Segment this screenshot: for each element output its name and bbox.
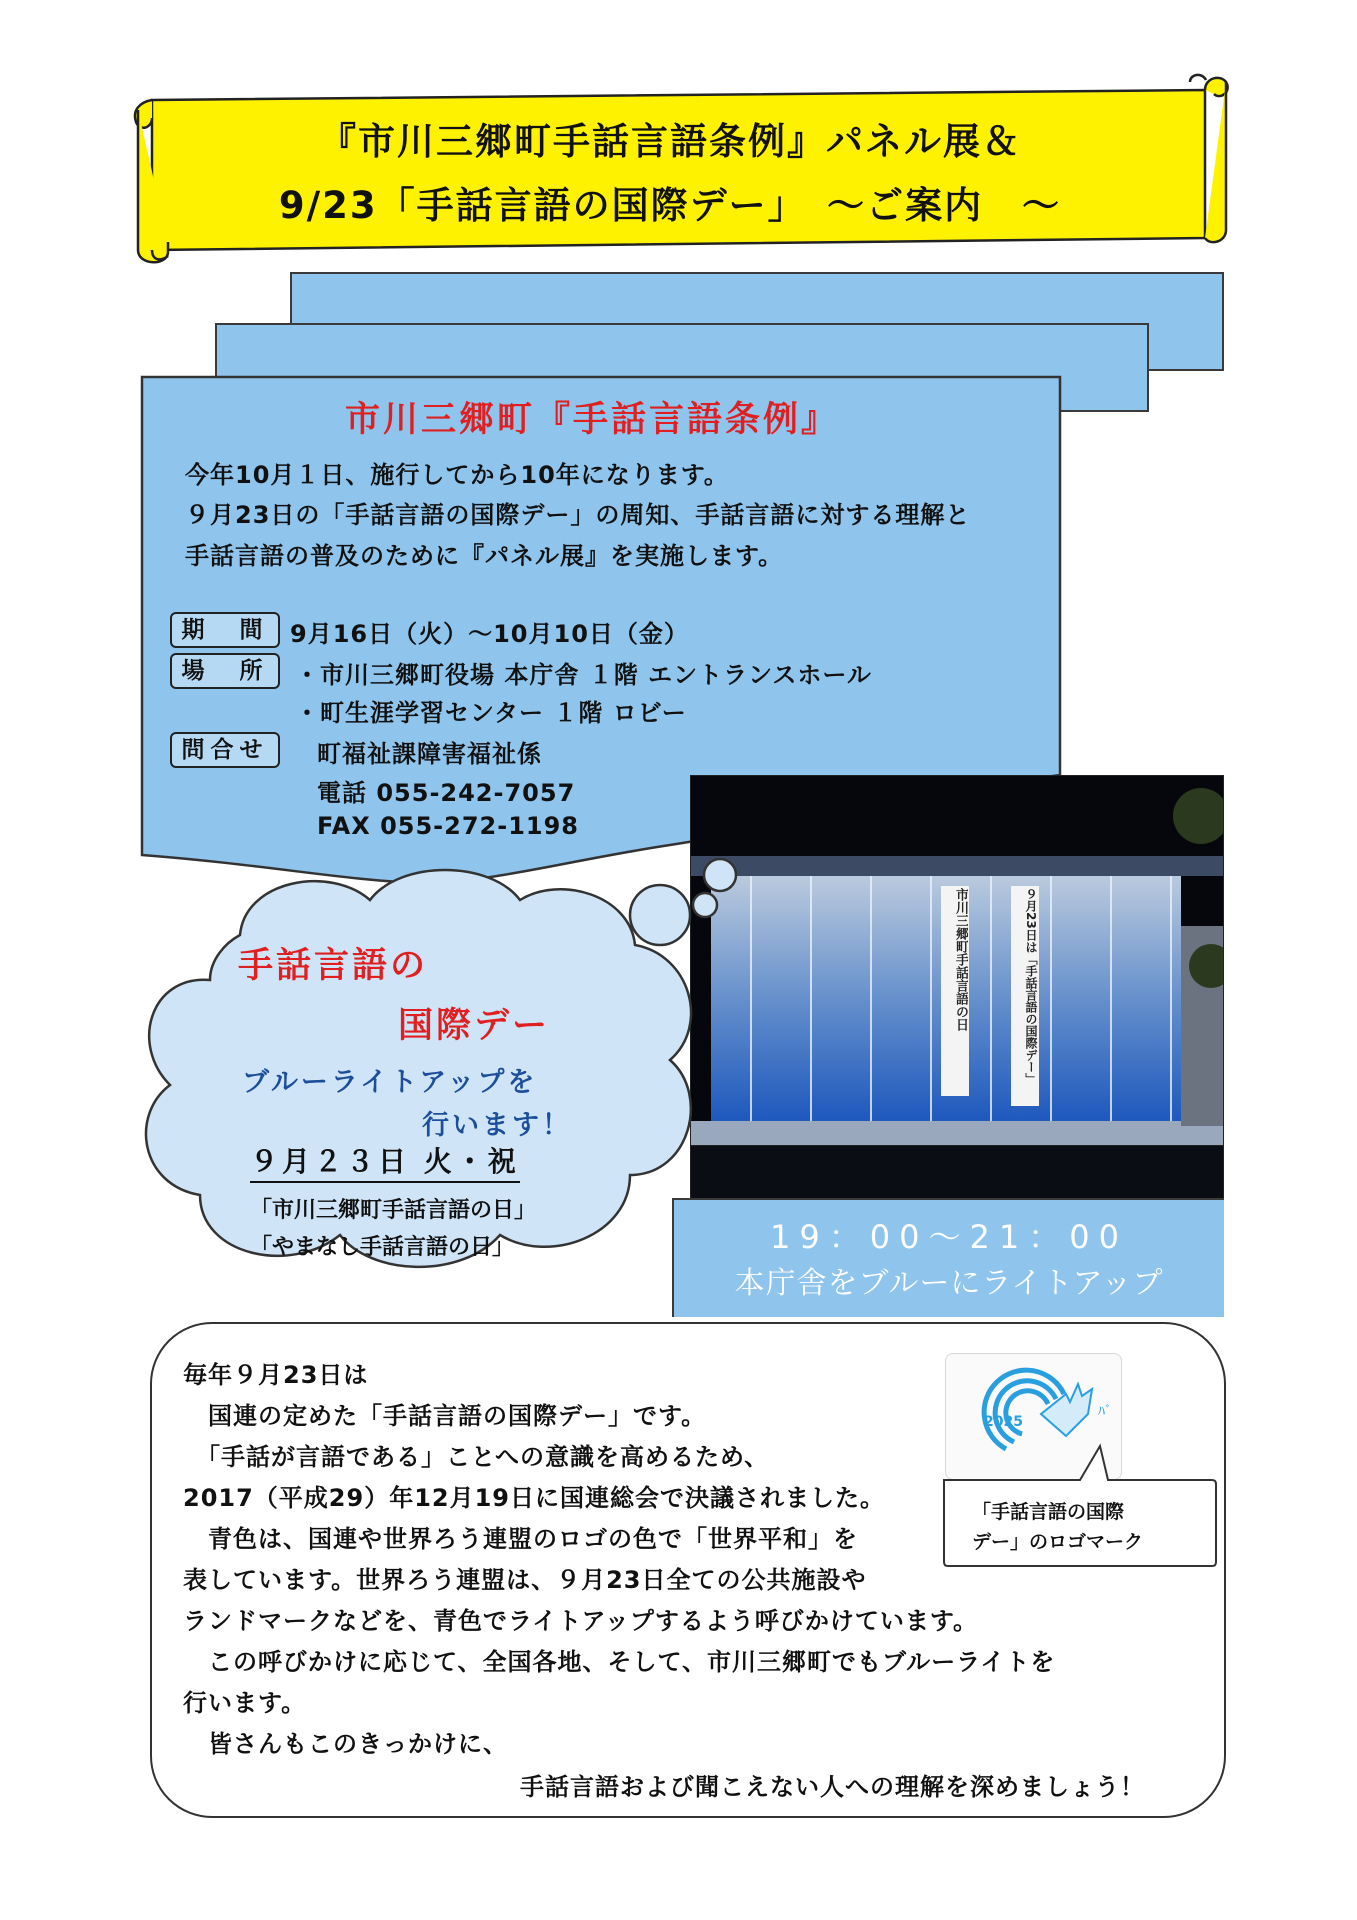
cloud-day-1: 「市川三郷町手話言語の日」	[250, 1198, 537, 1223]
period-label: 期 間	[170, 612, 280, 648]
info-line-8: この呼びかけに応じて、全国各地、そして、市川三郷町でもブルーライトを	[183, 1648, 1056, 1676]
photo-banner-left: 市川三郷町手話言語の日	[953, 888, 968, 1031]
lightup-description: 本庁舎をブルーにライトアップ	[734, 1266, 1164, 1301]
info-line-1: 毎年９月23日は	[183, 1361, 369, 1389]
banner-title-line2: 9/23「手話言語の国際デー」 ～ご案内 ～	[278, 184, 1062, 227]
logo-caption-line2: デー」のロゴマーク	[972, 1531, 1144, 1553]
contact-line-3: FAX 055-272-1198	[317, 812, 579, 840]
photo-banner-right: ９月23日は「手話言語の国際デー」	[1024, 888, 1038, 1085]
info-line-6: 表しています。世界ろう連盟は、９月23日全ての公共施設や	[183, 1566, 867, 1594]
svg-text:ﾊﾞ: ﾊﾞ	[1098, 1404, 1112, 1420]
building-lightup-photo	[690, 775, 1224, 1202]
intro-line-1: 今年10月１日、施行してから10年になります。	[185, 461, 729, 489]
info-line-4: 2017（平成29）年12月19日に国連総会で決議されました。	[183, 1484, 885, 1512]
cloud-title-line2: 国際デー	[398, 1006, 551, 1046]
place-label: 場 所	[170, 653, 280, 689]
contact-line-2: 電話 055-242-7057	[317, 779, 576, 807]
place-line-2: ・町生涯学習センター １階 ロビー	[295, 699, 687, 727]
info-line-3: 「手話が言語である」ことへの意識を高めるため、	[183, 1443, 770, 1471]
info-line-5: 青色は、国連や世界ろう連盟のロゴの色で「世界平和」を	[183, 1525, 858, 1553]
info-line-7: ランドマークなどを、青色でライトアップするよう呼びかけています。	[183, 1607, 978, 1635]
place-line-1: ・市川三郷町役場 本庁舎 １階 エントランスホール	[295, 661, 872, 689]
intro-line-3: 手話言語の普及のために『パネル展』を実施します。	[185, 542, 784, 570]
lightup-time-box	[672, 1198, 1224, 1317]
info-line-2: 国連の定めた「手話言語の国際デー」です。	[183, 1402, 707, 1430]
cloud-sub-line1: ブルーライトアップを	[242, 1067, 538, 1098]
info-line-9: 行います。	[183, 1689, 307, 1717]
period-value: 9月16日（火）～10月10日（金）	[290, 620, 689, 648]
contact-line-1: 町福祉課障害福祉係	[317, 740, 542, 768]
logo-caption-line1: 「手話言語の国際	[972, 1501, 1125, 1523]
panel-title: 市川三郷町『手話言語条例』	[345, 400, 840, 440]
logo-year: 2025	[984, 1414, 1023, 1430]
cloud-sub-line2: 行います！	[422, 1110, 572, 1141]
intro-line-2: ９月23日の「手話言語の国際デー」の周知、手話言語に対する理解と	[185, 501, 971, 529]
contact-label: 問合せ	[170, 732, 280, 768]
info-line-10: 皆さんもこのきっかけに、	[183, 1730, 508, 1758]
cloud-date: ９月２３日 火・祝	[250, 1140, 520, 1183]
lightup-time: 19：00～21：00	[770, 1218, 1128, 1256]
cloud-day-2: 「やまなし手話言語の日」	[250, 1235, 515, 1260]
banner-title-line1: 『市川三郷町手話言語条例』パネル展＆	[319, 120, 1021, 163]
cloud-title-line1: 手話言語の	[238, 946, 429, 986]
info-closing: 手話言語および聞こえない人への理解を深めましょう！	[520, 1773, 1145, 1801]
